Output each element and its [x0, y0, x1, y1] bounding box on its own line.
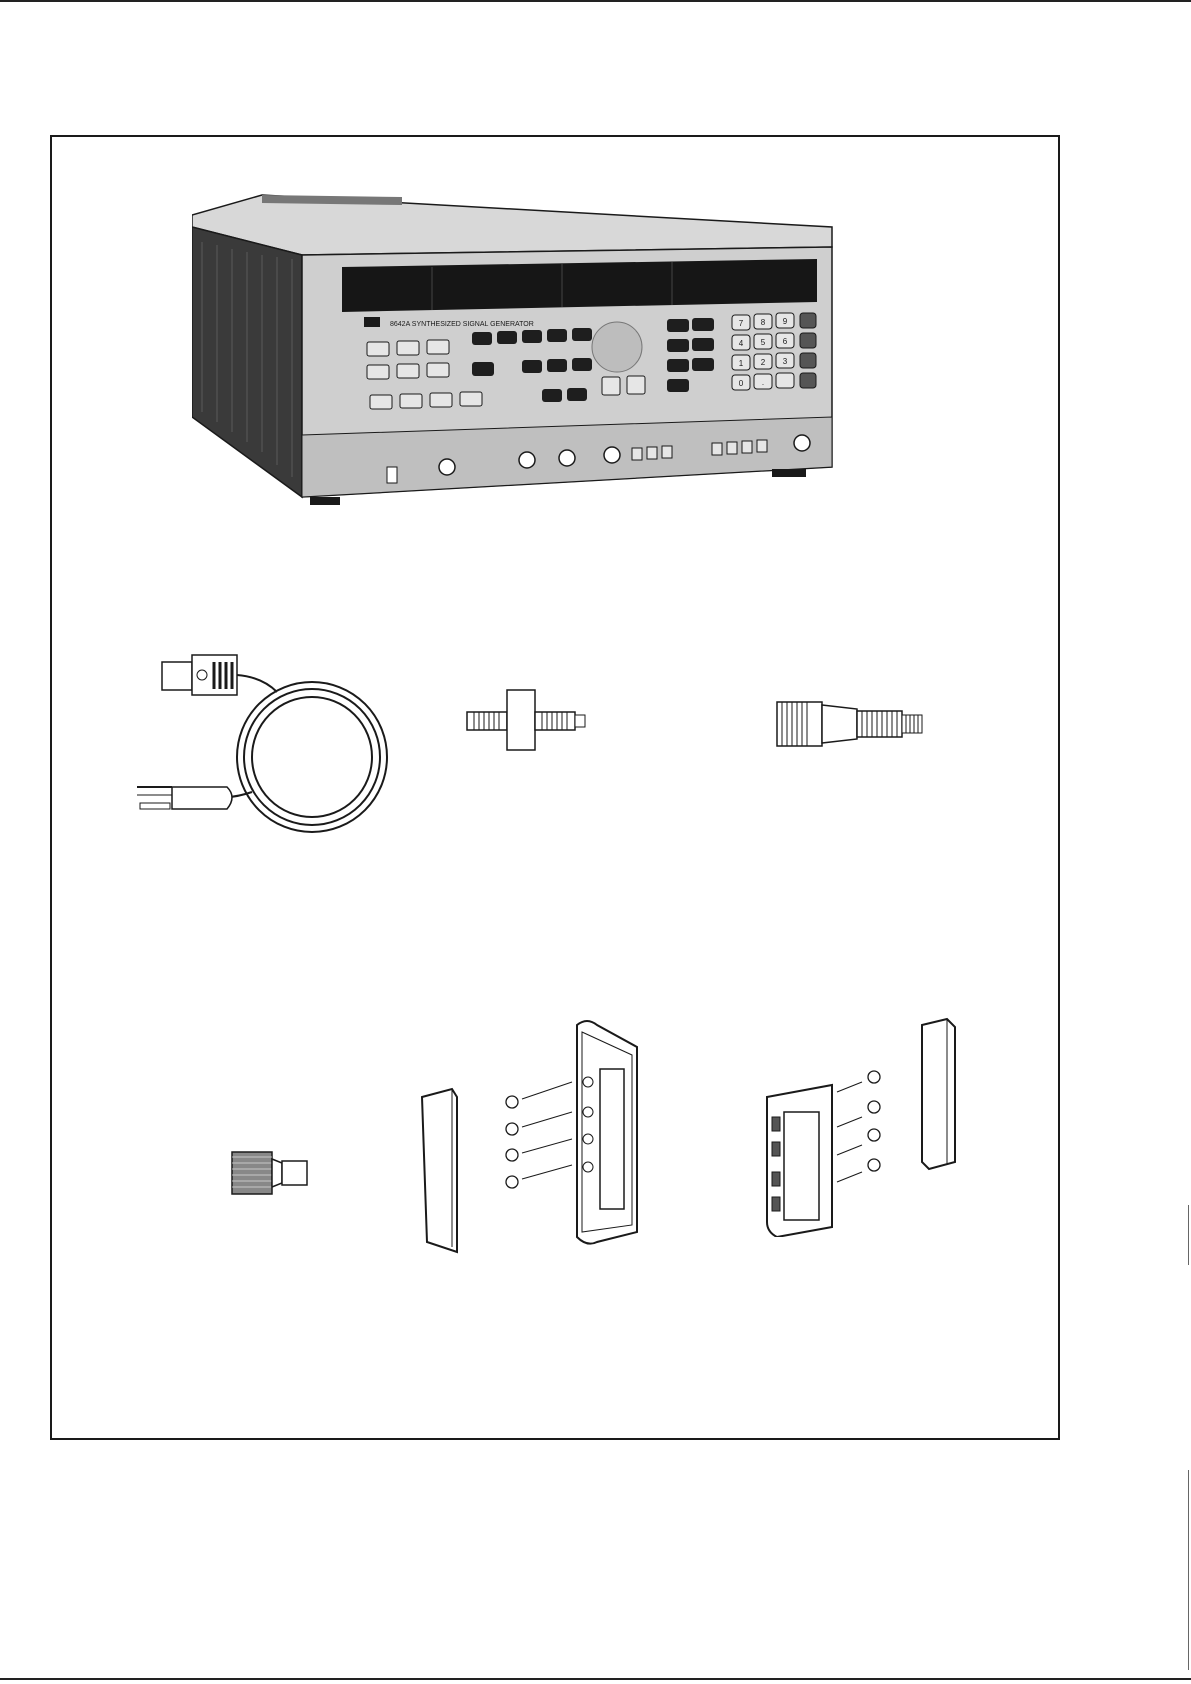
- keypad-key-8: 8: [760, 318, 766, 327]
- rack-handle-right-illustration: [762, 1037, 912, 1237]
- signal-generator-illustration: [192, 167, 952, 527]
- figure-frame: [50, 135, 1060, 1440]
- coaxial-adapter-illustration: [462, 682, 592, 762]
- margin-mark: [1188, 1205, 1189, 1265]
- instrument-model-label: 8642A SYNTHESIZED SIGNAL GENERATOR: [390, 321, 534, 328]
- knurled-adapter-illustration: [227, 1147, 327, 1207]
- rack-handle-trim-right-illustration: [917, 1017, 967, 1177]
- coaxial-adapter-long-illustration: [772, 697, 942, 757]
- keypad-key-1: 1: [738, 359, 744, 368]
- top-rule: [0, 0, 1191, 2]
- keypad-key-6: 6: [782, 337, 788, 346]
- bottom-rule: [0, 1678, 1191, 1680]
- keypad-key-2: 2: [760, 358, 766, 367]
- keypad-key-0: 0: [738, 379, 744, 388]
- keypad-key-4: 4: [738, 339, 744, 348]
- rack-handle-left-illustration: [492, 1017, 662, 1257]
- keypad-key-7: 7: [738, 319, 744, 328]
- keypad-key-5: 5: [760, 338, 766, 347]
- keypad-key-3: 3: [782, 357, 788, 366]
- rack-handle-trim-left-illustration: [417, 1087, 477, 1257]
- margin-mark: [1188, 1470, 1189, 1670]
- keypad-key-9: 9: [782, 317, 788, 326]
- keypad-key-decimal: .: [761, 378, 765, 387]
- power-cord-illustration: [132, 647, 412, 847]
